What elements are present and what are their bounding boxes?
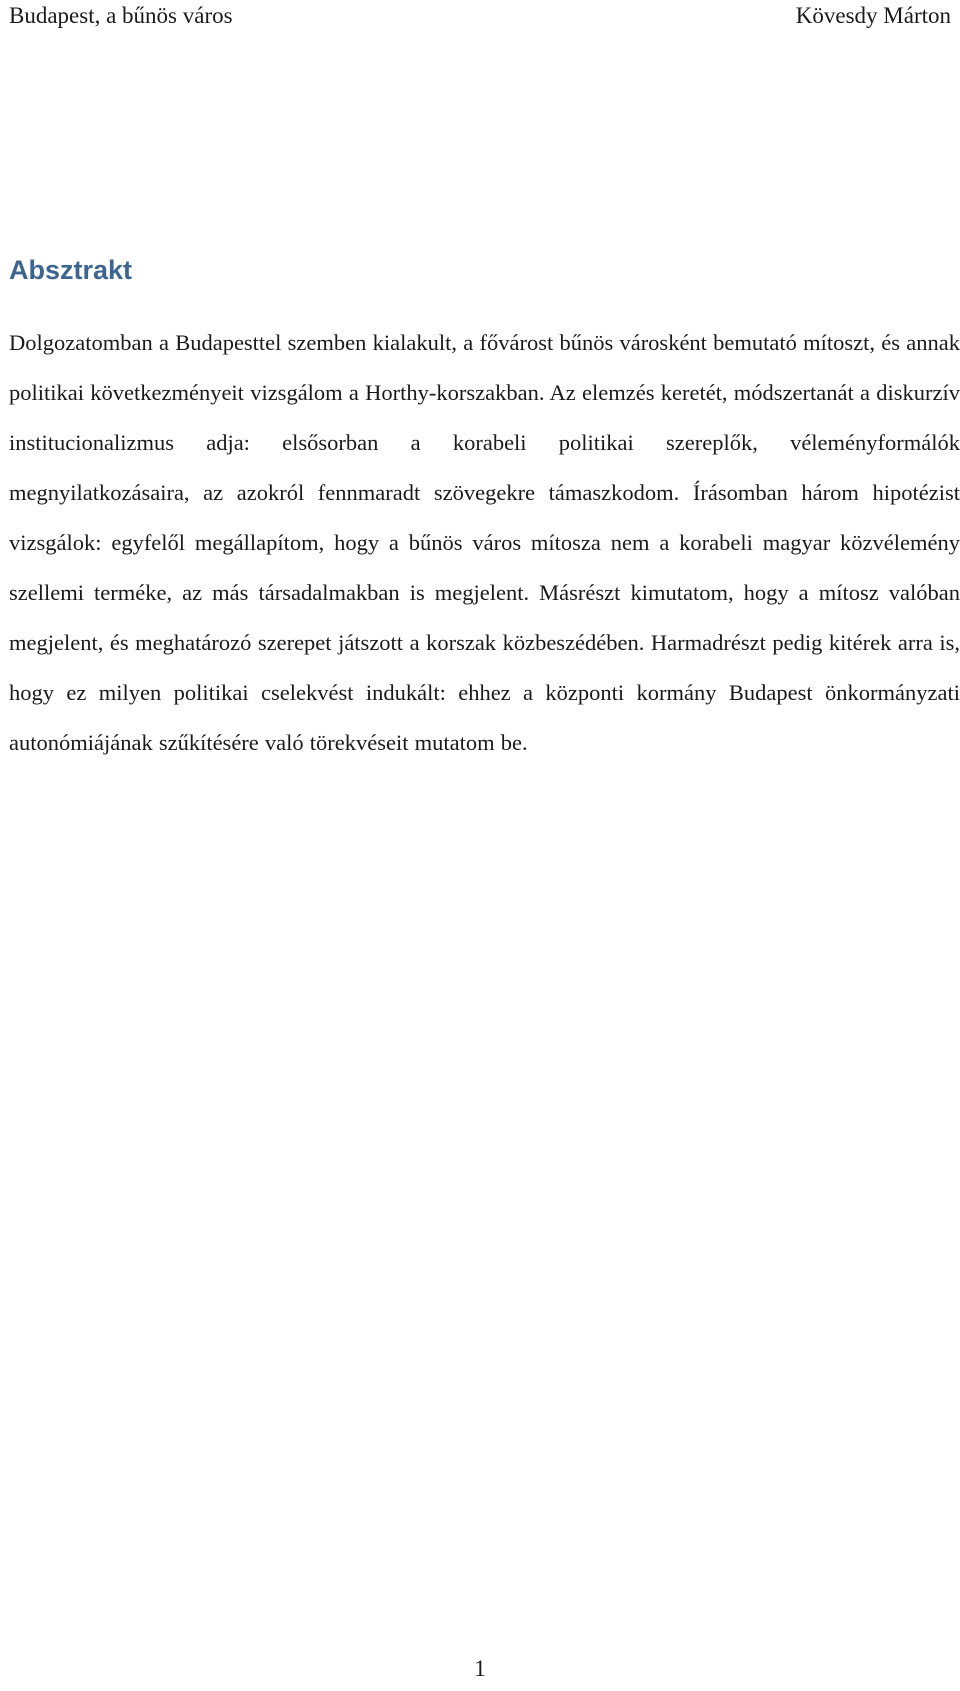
abstract-heading: Absztrakt [9, 255, 133, 285]
page-number: 1 [474, 1656, 486, 1681]
header-author: Kövesdy Márton [795, 3, 951, 28]
header-title: Budapest, a bűnös város [9, 3, 233, 28]
abstract-body: Dolgozatomban a Budapesttel szemben kialakult, a fővárost bűnös városként bemutató mítoszt, és annak politikai következményeit vizsgálom a Horthy-korszakban. Az elemzés keretét, módszertanát a diskurzív institucionalizmus adja: elsősorban a korabeli politikai szereplők, véleményformálók megnyilatkozásaira, az azokról fennmaradt szövegekre támaszkodom. Írásomban három hipotézist vizsgálok: egyfelől megállapítom, hogy a bűnös város mítosza nem a korabeli magyar közvélemény szellemi terméke, az más társadalmakban is megjelent. Másrészt kimutatom, hogy a mítosz valóban megjelent, és meghatározó szerepet játszott a korszak közbeszédében. Harmadrészt pedig kitérek arra is, hogy ez milyen politikai cselekvést indukált: ehhez a központi kormány Budapest önkormányzati autonómiájának szűkítésére való törekvéseit mutatom be. [9, 330, 960, 755]
running-header [9, 0, 951, 32]
